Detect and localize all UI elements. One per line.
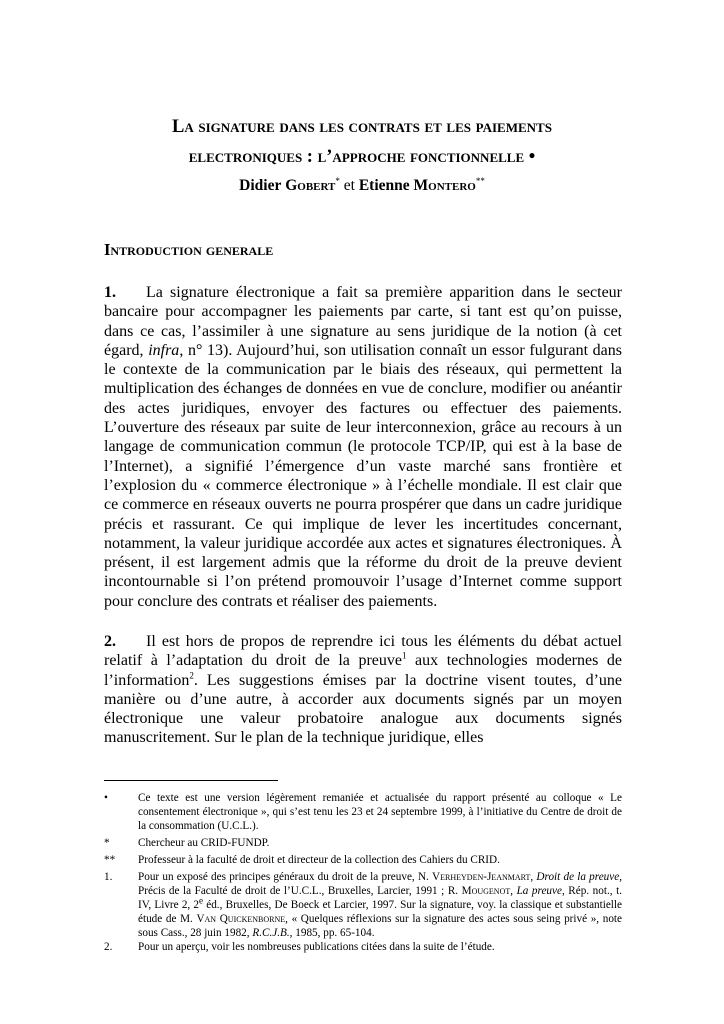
footnote-1-mark: 1. bbox=[104, 871, 113, 883]
paragraph-2-text-b: aux technologies modernes de l’information bbox=[104, 652, 622, 689]
paragraph-1-text-b: , n° 13). Aujourd’hui, son utilisation connaît un essor fulgurant dans le contexte de la communication par le biais des réseaux, qui permettent la multiplication des échanges de données en vue de conclure, modifier ou anéantir des actes juridiques, envoyer des factures ou effectuer des paiements. L’ouverture des réseaux par suite de leur interconnexion, grâce au recours à un langage de communication commun (le protocole TCP/IP, qui est à la base de l’Internet), a signifié l’émergence d’un vaste marché sans frontière et l’explosion du « commerce électronique » à l’échelle mondiale. Il est clair que ce commerce en réseaux ouverts ne pourra prospérer que dans un cadre juridique précis et rassurant. Ce qui implique de lever les incertitudes concernant, notamment, la valeur juridique accordée aux actes et signatures électroniques. À présent, il est largement admis que la réforme du droit de la preuve devient incontournable si l’on prétend promouvoir l’usage d’Internet comme support pour conclure des contrats et réaliser des paiements. bbox=[104, 341, 622, 610]
footnote-2-mark: 2. bbox=[104, 941, 113, 953]
footnote-star-text: Chercheur au CRID-FUNDP. bbox=[138, 837, 270, 849]
footnote-star bbox=[104, 836, 622, 850]
fn1-author-3: Van Quickenborne bbox=[196, 913, 286, 925]
paragraph-1-number: 1. bbox=[104, 284, 116, 301]
footnote-bullet bbox=[104, 791, 622, 833]
paragraph-2-text-a: Il est hors de propos de reprendre ici tous les éléments du débat actuel relatif à l’adaptation du droit de la preuve bbox=[104, 633, 622, 670]
fn1-t5: , Rép. not., t. IV, Livre 2, 2 bbox=[138, 885, 622, 911]
footnote-star-mark: * bbox=[104, 837, 110, 849]
author2-first-name: Etienne bbox=[358, 177, 410, 194]
title-line-2 bbox=[60, 144, 664, 170]
paragraph-2-text-c: . Les suggestions émises par la doctrine visent toutes, d’une manière ou d’une autre, à accorder aux documents signés par un moyen électronique une valeur probatoire analogue aux documents signés manuscritement. Sur le plan de la technique juridique, elles bbox=[104, 671, 622, 747]
author1-note-mark: * bbox=[335, 175, 340, 186]
title-footnote-mark: • bbox=[524, 147, 536, 167]
paragraph-1-infra: infra bbox=[148, 341, 180, 359]
author2-last-name: Montero bbox=[413, 177, 476, 194]
footnote-double-star bbox=[104, 853, 622, 867]
authors-conjunction: et bbox=[343, 177, 355, 194]
fn1-t6: éd., Bruxelles, De Boeck et Larcier, 1997. Sur la signature, voy. la classique et substantielle étude de M. bbox=[138, 899, 622, 925]
fn1-t2: , bbox=[530, 871, 537, 883]
paragraph-1-text-a: La signature électronique a fait sa première apparition dans le secteur bancaire pour accompagner les paiements par carte, si tant est qu’on puisse, dans ce cas, l’assimiler à une signature au sens juridique de la notion (à cet égard, bbox=[104, 284, 622, 359]
fn1-title-1: Droit de la preuve bbox=[536, 871, 620, 883]
fn1-t1: Pour un exposé des principes généraux du droit de la preuve, N. bbox=[138, 871, 433, 883]
footnote-ref-1[interactable]: 1 bbox=[402, 650, 407, 661]
section-title: Introduction generale bbox=[104, 240, 274, 259]
footnote-ref-2[interactable]: 2 bbox=[189, 670, 194, 681]
fn1-journal: R.C.J.B. bbox=[252, 927, 290, 939]
author1-first-name: Didier bbox=[239, 177, 282, 194]
footnote-double-star-mark: ** bbox=[104, 854, 116, 866]
footnote-bullet-mark: • bbox=[104, 792, 108, 804]
footnote-2 bbox=[104, 940, 622, 954]
fn1-t3: , Précis de la Faculté de droit de l’U.C.L., Bruxelles, Larcier, 1991 ; R. bbox=[138, 871, 622, 897]
footnote-1-text bbox=[138, 870, 622, 940]
title-line-1: La signature dans les contrats et les paiements bbox=[172, 117, 552, 137]
fn1-t4: , bbox=[510, 885, 517, 897]
fn1-t7: , « Quelques réflexions sur la signature des actes sous seing privé », note sous Cass., 28 juin 1982, bbox=[138, 913, 622, 939]
paragraph-1 bbox=[104, 283, 622, 611]
title-line-2-text: electroniques : l’approche fonctionnelle bbox=[188, 147, 525, 167]
footnote-2-text: Pour un aperçu, voir les nombreuses publications citées dans la suite de l’étude. bbox=[138, 941, 495, 953]
paragraph-2 bbox=[104, 632, 622, 748]
fn1-author-1: Verheyden-Jeanmart bbox=[432, 871, 531, 883]
authors bbox=[60, 174, 664, 198]
fn1-superscript: e bbox=[199, 895, 204, 906]
fn1-title-2: La preuve bbox=[516, 885, 562, 897]
fn1-author-2: Mougenot bbox=[461, 885, 511, 897]
footnote-double-star-text: Professeur à la faculté de droit et directeur de la collection des Cahiers du CRID. bbox=[138, 854, 500, 866]
author2-note-mark: ** bbox=[475, 175, 485, 186]
footnote-bullet-text: Ce texte est une version légèrement remaniée et actualisée du rapport présenté au colloque « Le consentement électronique », qui s’est tenu les 23 et 24 septembre 1999, à l’initiative du Centre de droit de la consommation (U.C.L.). bbox=[138, 792, 622, 832]
fn1-t8: , 1985, pp. 65-104. bbox=[289, 927, 375, 939]
author1-last-name: Gobert bbox=[285, 177, 336, 194]
paragraph-2-number: 2. bbox=[104, 633, 116, 650]
footnote-1 bbox=[104, 870, 622, 940]
footnote-separator bbox=[104, 780, 278, 781]
